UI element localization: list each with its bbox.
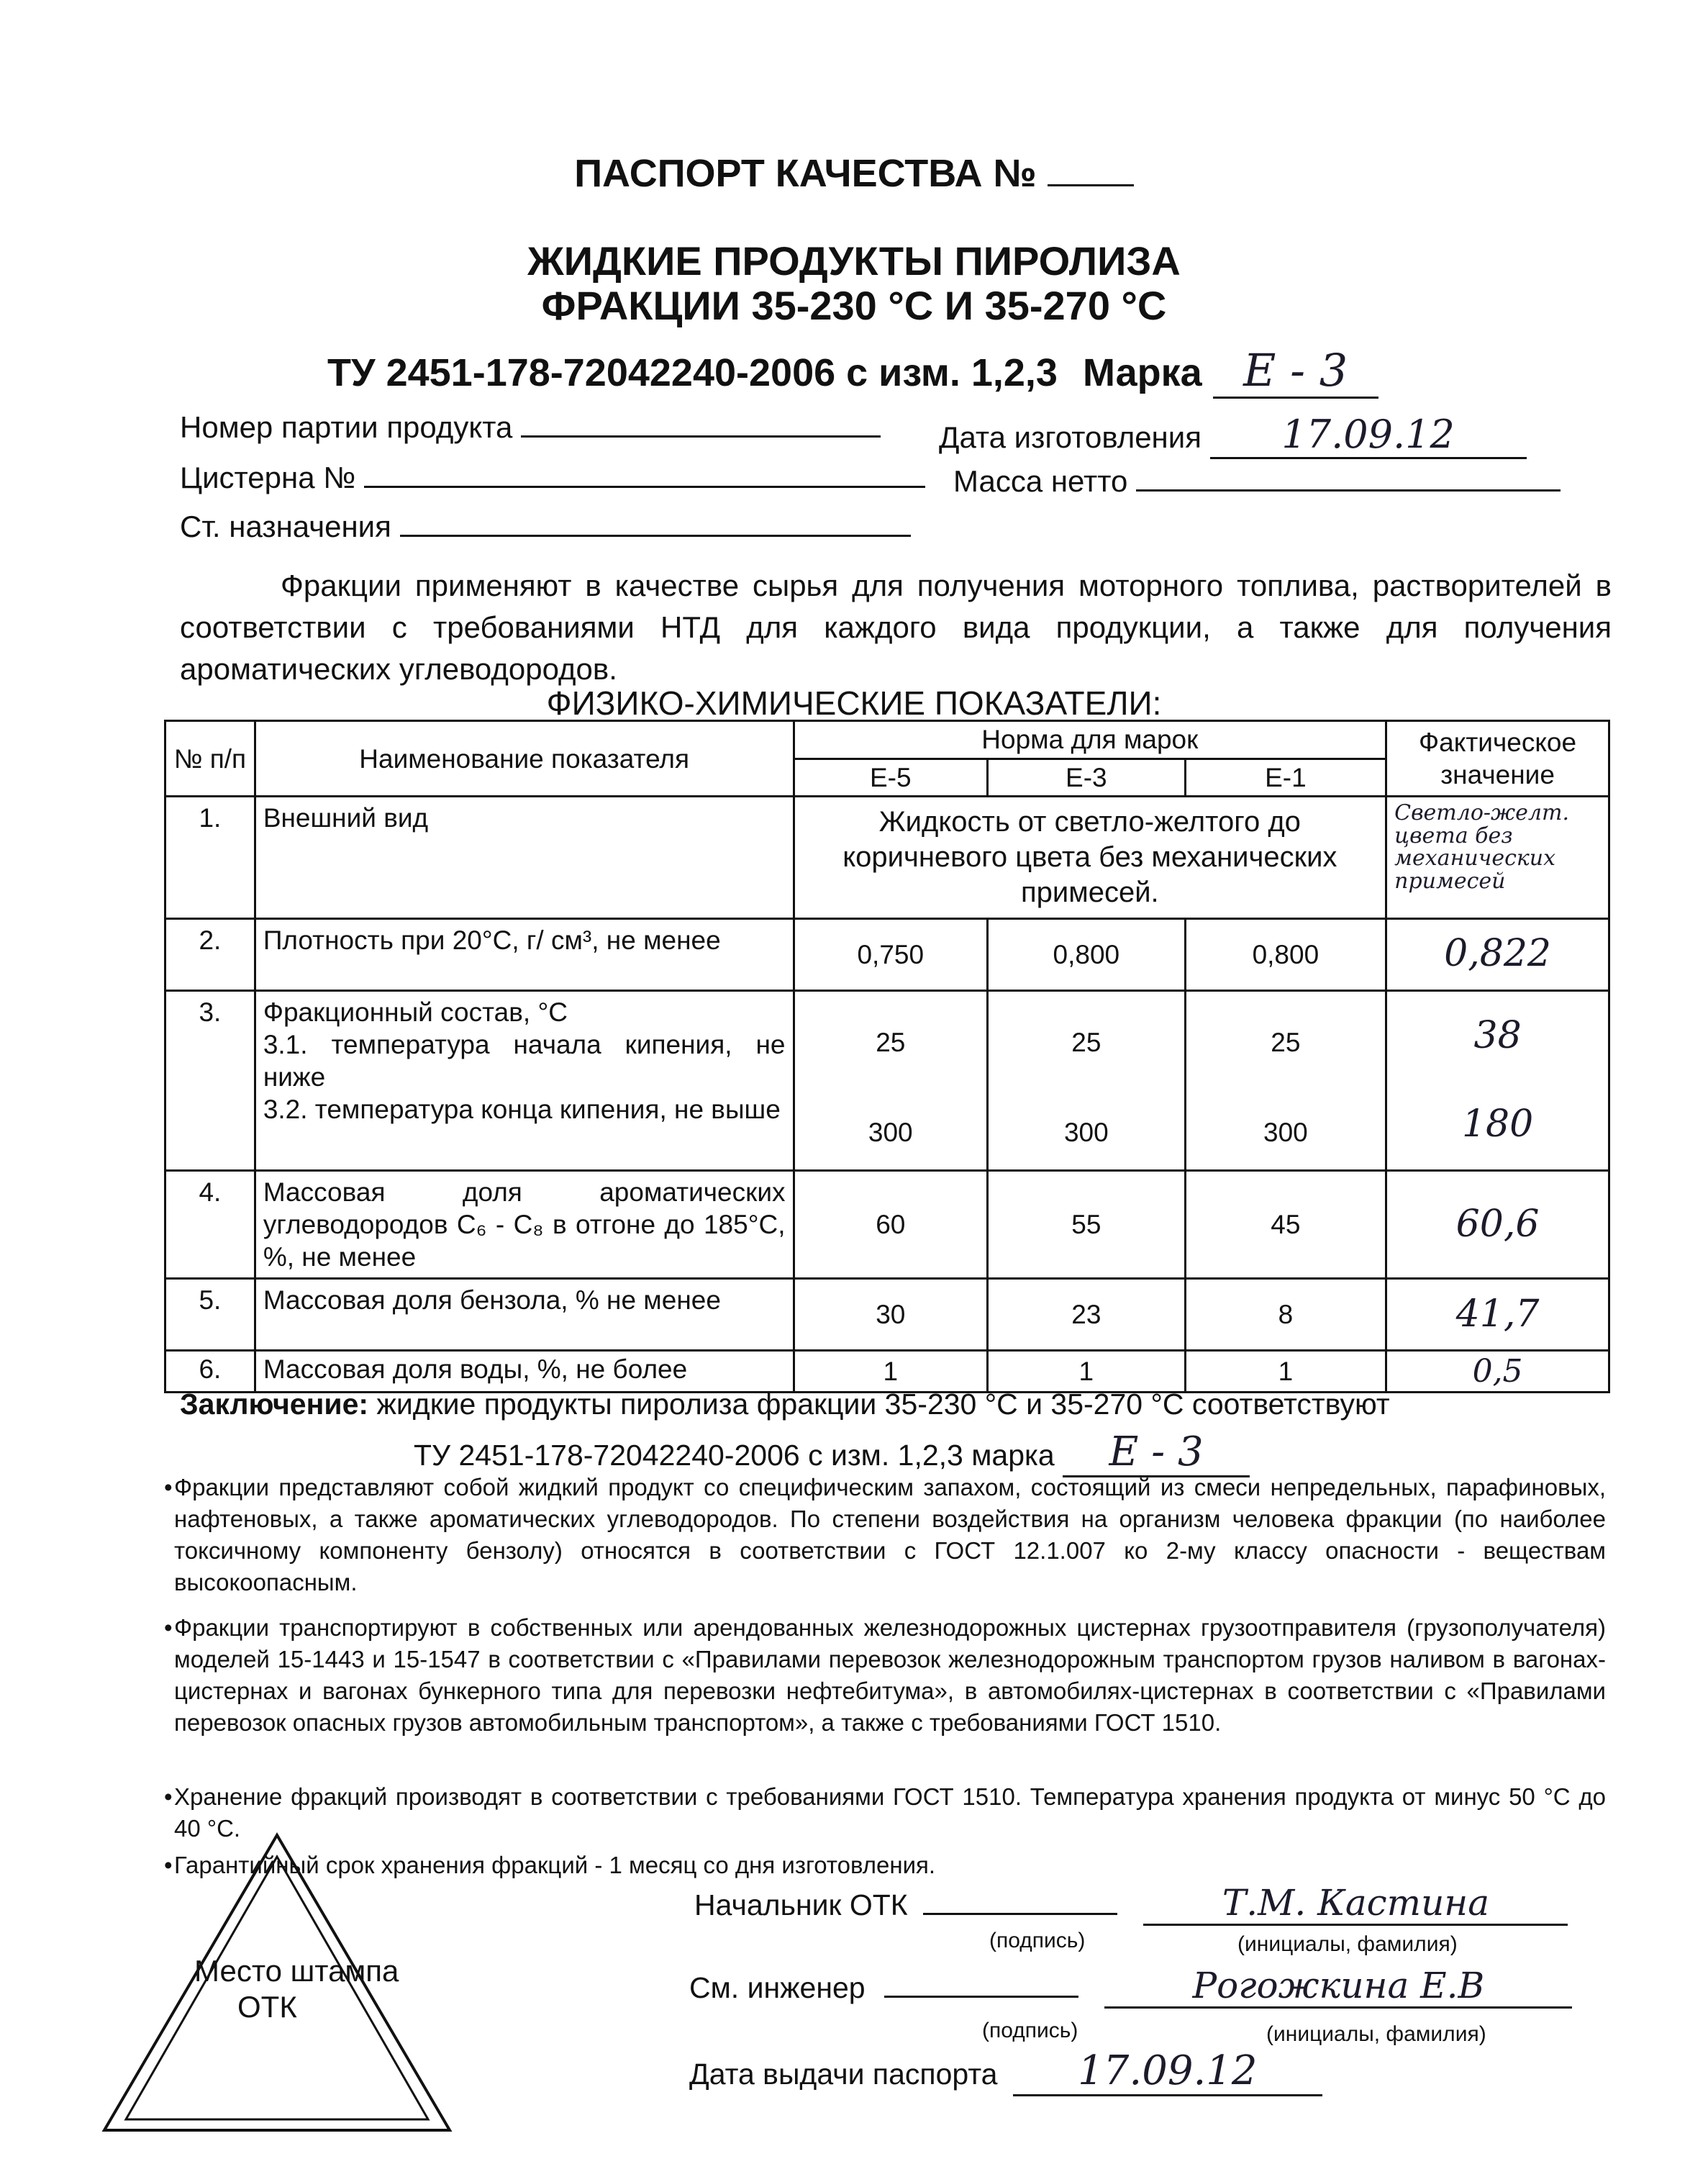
row-e3: 55 bbox=[988, 1170, 1186, 1278]
tank-line bbox=[364, 486, 925, 488]
issue-date-row bbox=[689, 2047, 1322, 2096]
table-row bbox=[165, 1170, 1609, 1278]
table-row bbox=[165, 1351, 1609, 1393]
row-num: 2. bbox=[165, 918, 255, 990]
otk-signature-caption: (подпись) bbox=[989, 1929, 1086, 1952]
row-name: Плотность при 20°С, г/ см³, не менее bbox=[255, 918, 794, 990]
stamp-area bbox=[97, 1828, 457, 2137]
tank-field bbox=[180, 461, 925, 495]
row-name: Массовая доля воды, %, не более bbox=[255, 1351, 794, 1393]
spec-text: ТУ 2451-178-72042240-2006 с изм. 1,2,3 bbox=[327, 351, 1058, 394]
note-4: • Гарантийный срок хранения фракций - 1 месяц со дня изготовления. bbox=[174, 1850, 1606, 1881]
table-row bbox=[165, 990, 1609, 1170]
engineer-signature-line bbox=[884, 1996, 1078, 1998]
engineer-name-caption: (инициалы, фамилия) bbox=[1266, 2022, 1486, 2046]
conclusion-line-1 bbox=[180, 1387, 1390, 1421]
row-num: 5. bbox=[165, 1279, 255, 1351]
row-num: 6. bbox=[165, 1351, 255, 1393]
header-actual: Фактическое значение bbox=[1386, 721, 1609, 797]
otk-signature-row bbox=[694, 1882, 1568, 1926]
row-e1-block bbox=[1185, 990, 1386, 1170]
table-title: ФИЗИКО-ХИМИЧЕСКИЕ ПОКАЗАТЕЛИ: bbox=[546, 684, 1162, 722]
batch-field bbox=[180, 410, 881, 445]
conclusion-text-2: ТУ 2451-178-72042240-2006 с изм. 1,2,3 марка bbox=[414, 1439, 1055, 1472]
batch-line bbox=[521, 435, 881, 438]
row-e5-block bbox=[794, 990, 988, 1170]
row-e1: 1 bbox=[1185, 1351, 1386, 1393]
grade-e5: Е-5 bbox=[794, 759, 988, 797]
stamp-label: Место штампа bbox=[194, 1954, 399, 1988]
engineer-signature-caption: (подпись) bbox=[982, 2019, 1078, 2042]
table-row bbox=[165, 797, 1609, 918]
grade-value: Е - 3 bbox=[1213, 344, 1378, 399]
title-text: ПАСПОРТ КАЧЕСТВА № bbox=[574, 152, 1037, 195]
station-label: Ст. назначения bbox=[180, 510, 391, 543]
note-3: • Хранение фракций производят в соответствии с требованиями ГОСТ 1510. Температура хранения продукта от минус 50 °С до 40 °С. bbox=[174, 1781, 1606, 1844]
tank-label: Цистерна № bbox=[180, 461, 356, 494]
product-title-2: ФРАКЦИИ 35-230 °С И 35-270 °С bbox=[541, 283, 1167, 328]
station-line bbox=[400, 535, 911, 537]
table-row bbox=[165, 1279, 1609, 1351]
row-e1-end: 300 bbox=[1263, 1118, 1308, 1148]
conclusion-text-1: жидкие продукты пиролиза фракции 35-230 °С и 35-270 °С соответствуют bbox=[376, 1387, 1390, 1421]
header-norm: Норма для марок bbox=[794, 721, 1386, 759]
issue-date: 17.09.12 bbox=[1013, 2047, 1322, 2096]
row-actual-start: 38 bbox=[1473, 1013, 1522, 1057]
row-name-block bbox=[255, 990, 794, 1170]
row-actual: 60,6 bbox=[1386, 1170, 1609, 1278]
row-e5: 60 bbox=[794, 1170, 988, 1278]
issue-label: Дата выдачи паспорта bbox=[689, 2057, 998, 2091]
otk-signature-line bbox=[923, 1913, 1117, 1915]
table-row bbox=[165, 918, 1609, 990]
row-e5-start: 25 bbox=[876, 1028, 906, 1058]
row-e3-block bbox=[988, 990, 1186, 1170]
row-e1: 45 bbox=[1185, 1170, 1386, 1278]
document-title bbox=[0, 151, 1708, 196]
date-field bbox=[939, 412, 1527, 459]
row-e5: 1 bbox=[794, 1351, 988, 1393]
row-sub1: 3.1. температура начала кипения, не ниже bbox=[263, 1029, 786, 1092]
row-actual: 0,5 bbox=[1386, 1351, 1609, 1393]
row-e3-end: 300 bbox=[1063, 1118, 1109, 1148]
row-sub2: 3.2. температура конца кипения, не выше bbox=[263, 1095, 781, 1125]
row-e3-start: 25 bbox=[1071, 1028, 1101, 1058]
engineer-label: См. инженер bbox=[689, 1971, 866, 2004]
row-e3: 23 bbox=[988, 1279, 1186, 1351]
grade-e1: Е-1 bbox=[1185, 759, 1386, 797]
row-e3: 0,800 bbox=[988, 918, 1186, 990]
row-e5-end: 300 bbox=[868, 1118, 913, 1148]
otk-name: Т.М. Кастина bbox=[1143, 1882, 1568, 1926]
spec-line bbox=[327, 344, 1378, 399]
grade-e3: Е-3 bbox=[988, 759, 1186, 797]
row-num: 3. bbox=[165, 990, 255, 1170]
row-e5: 0,750 bbox=[794, 918, 988, 990]
row-e3: 1 bbox=[988, 1351, 1186, 1393]
row-e1-start: 25 bbox=[1271, 1028, 1301, 1058]
row-norm-merged: Жидкость от светло-желтого до коричневого цвета без механических примесей. bbox=[794, 797, 1386, 918]
station-field bbox=[180, 510, 911, 544]
grade-label: Марка bbox=[1082, 351, 1202, 394]
date-label: Дата изготовления bbox=[939, 420, 1201, 454]
stamp-otk: ОТК bbox=[237, 1990, 297, 2024]
engineer-signature-row bbox=[689, 1965, 1572, 2009]
batch-label: Номер партии продукта bbox=[180, 410, 513, 444]
row-name: Внешний вид bbox=[255, 797, 794, 918]
row-actual: 0,822 bbox=[1386, 918, 1609, 990]
row-actual-end: 180 bbox=[1461, 1103, 1534, 1146]
row-actual: 41,7 bbox=[1386, 1279, 1609, 1351]
intro-paragraph: Фракции применяют в качестве сырья для получения моторного топлива, растворителей в соответствии с требованиями НТД для каждого вида продукции, а также для получения ароматических углеводородов. bbox=[180, 569, 1612, 686]
passport-number-field bbox=[1048, 184, 1134, 186]
row-e1: 0,800 bbox=[1185, 918, 1386, 990]
conclusion-line-2 bbox=[414, 1429, 1250, 1477]
otk-label: Начальник ОТК bbox=[694, 1888, 908, 1921]
table-header-row bbox=[165, 721, 1609, 759]
mass-line bbox=[1136, 489, 1561, 492]
row-e5: 30 bbox=[794, 1279, 988, 1351]
row-num: 4. bbox=[165, 1170, 255, 1278]
engineer-name: Рогожкина Е.В bbox=[1104, 1965, 1572, 2009]
header-num: № п/п bbox=[165, 721, 255, 797]
row-actual-block bbox=[1386, 990, 1609, 1170]
conclusion-label: Заключение: bbox=[180, 1387, 369, 1421]
mass-label: Масса нетто bbox=[953, 464, 1128, 498]
row-name: Массовая доля бензола, % не менее bbox=[255, 1279, 794, 1351]
header-name: Наименование показателя bbox=[255, 721, 794, 797]
row-name: Фракционный состав, °С bbox=[263, 997, 568, 1027]
row-name: Массовая доля ароматических углеводородов С₆ - С₈ в отгоне до 185°С, %, не менее bbox=[255, 1170, 794, 1278]
otk-name-caption: (инициалы, фамилия) bbox=[1237, 1932, 1458, 1956]
product-title-1: ЖИДКИЕ ПРОДУКТЫ ПИРОЛИЗА bbox=[527, 238, 1181, 284]
date-value: 17.09.12 bbox=[1210, 412, 1527, 459]
mass-field bbox=[953, 464, 1561, 499]
indicators-table bbox=[164, 720, 1610, 1393]
row-actual: Светло-желт. цвета без механических примесей bbox=[1386, 797, 1609, 918]
row-num: 1. bbox=[165, 797, 255, 918]
conclusion-grade: Е - 3 bbox=[1063, 1429, 1250, 1477]
note-2: • Фракции транспортируют в собственных или арендованных железнодорожных цистернах грузоотправителя (грузополучателя) моделей 15-1443 и 15-1547 в соответствии с «Правилами перевозок железнодорожным транспортом грузов наливом в вагонах-цистернах и вагонах бункерного типа для перевозки нефтебитума», в автомобилях-цистернах в соответствии с «Правилами перевозок опасных грузов автомобильным транспортом», а также с требованиями ГОСТ 1510. bbox=[174, 1612, 1606, 1739]
row-e1: 8 bbox=[1185, 1279, 1386, 1351]
note-1: • Фракции представляют собой жидкий продукт со специфическим запахом, состоящий из смеси непредельных, парафиновых, нафтеновых, а также ароматических углеводородов. По степени воздействия на организм человека фракции (по наиболее токсичному компоненту бензолу) относятся в соответствии с ГОСТ 12.1.007 ко 2-му классу опасности - веществам высокоопасным. bbox=[174, 1472, 1606, 1598]
